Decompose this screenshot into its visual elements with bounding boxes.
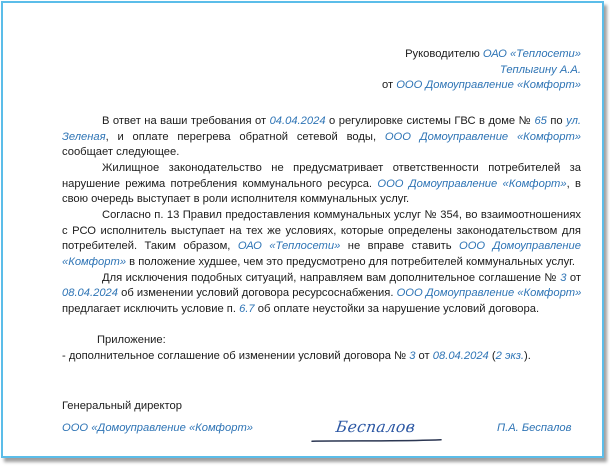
signatory-name: П.А. Беспалов [497,422,572,434]
line-text: нарушение режима потребления коммунального ресурса. [62,177,378,190]
field-value: Теплыгину А.А. [499,63,581,76]
field-value: 08.04.2024 [62,287,118,300]
field-value: ОАО «Теплосети» [237,240,341,253]
line-text: не вправе ставить [340,240,460,253]
field-value: 65 [534,115,547,127]
field-value: ул. [566,115,582,127]
line-text: свою очередь выступает в роли исполнителя коммунальных услуг. [62,193,410,206]
text-line [62,302,581,318]
line-text: Согласно п. 13 Правил предоставления коммунальных услуг № 354, во взаимоотношениях [102,209,581,222]
attachment-item [62,349,581,365]
field-value: ОАО «Теплосети» [482,48,581,60]
field-value: Зеленая [62,130,106,143]
line-text: предлагает исключить условие п. [62,303,240,316]
field-value: 3 [560,271,567,284]
line-text: об изменении условий договора ресурсоснабжения. [118,287,397,300]
line-text: с РСО исполнитель выступает на тех же условиях, которые определены законодательством для [62,224,581,237]
paragraph [62,114,581,161]
line-text: , и оплате перегрева обратной сетевой воды, [105,130,385,143]
line-text: в положение худшее, чем это предусмотрено для потребителей коммунальных услуг. [126,256,576,269]
signature-line [305,432,450,446]
text-line [382,63,581,79]
handwritten-signature: Беспалов [334,418,417,436]
letter-body [62,114,581,318]
text-line [62,145,581,161]
line-text: - дополнительное соглашение об изменении условий договора № [62,349,410,362]
line-text: от [415,349,433,362]
line-text: по [546,115,567,127]
field-value: 08.04.2024 [432,349,489,362]
text-line [62,224,581,240]
attachment-block [62,333,581,364]
line-text: ). [524,349,531,362]
text-line [62,208,581,224]
field-value: ООО Домоуправление «Комфорт» [396,79,581,91]
line-text: В ответ на ваши требования от [102,115,270,127]
text-line [382,47,581,63]
text-line [62,239,581,255]
line-text: Жилищное законодательство не предусматривает ответственности потребителей за [102,162,581,175]
field-value: 6.7 [239,303,255,316]
paragraph [62,208,581,271]
text-line [62,177,581,193]
text-line [62,349,581,365]
field-value: 3 [409,349,416,362]
text-line [62,255,581,271]
line-text: от [382,79,397,91]
field-value: «Комфорт» [62,256,127,269]
field-value: ООО Домоуправление «Комфорт» [384,130,581,143]
field-value: 04.04.2024 [269,115,326,127]
signatory-position: Генеральный директор [62,400,182,412]
line-text: ( [488,349,496,362]
field-value: ООО Домоуправление [459,240,581,253]
text-line [62,192,581,208]
paragraph [62,161,581,208]
text-line [382,78,581,94]
field-value: ООО Домоуправление «Комфорт» [396,287,582,300]
line-text: об оплате неустойки за нарушение условий договора. [254,303,540,316]
paragraph [62,271,581,318]
text-line [62,286,581,302]
line-text: о регулировке системы ГВС в доме № [325,115,535,127]
line-text: Для исключения подобных ситуаций, направляем вам дополнительное соглашение № [102,271,561,284]
signatory-organization: ООО «Домоуправление «Комфорт» [62,422,253,434]
line-text: Руководителю [405,48,483,60]
attachment-title: Приложение: [97,334,166,346]
line-text: потребителей. Таким образом, [62,240,238,253]
signature-underline [312,440,441,441]
field-value: 2 экз. [495,349,525,362]
addressee-block [382,47,581,94]
text-line [62,130,581,146]
text-line [62,114,581,130]
text-line [62,271,581,287]
field-value: ООО Домоуправление «Комфорт» [377,177,567,190]
text-line [62,161,581,177]
line-text: , в [566,177,581,190]
line-text: от [566,271,581,284]
line-text: сообщает следующее. [62,146,180,159]
